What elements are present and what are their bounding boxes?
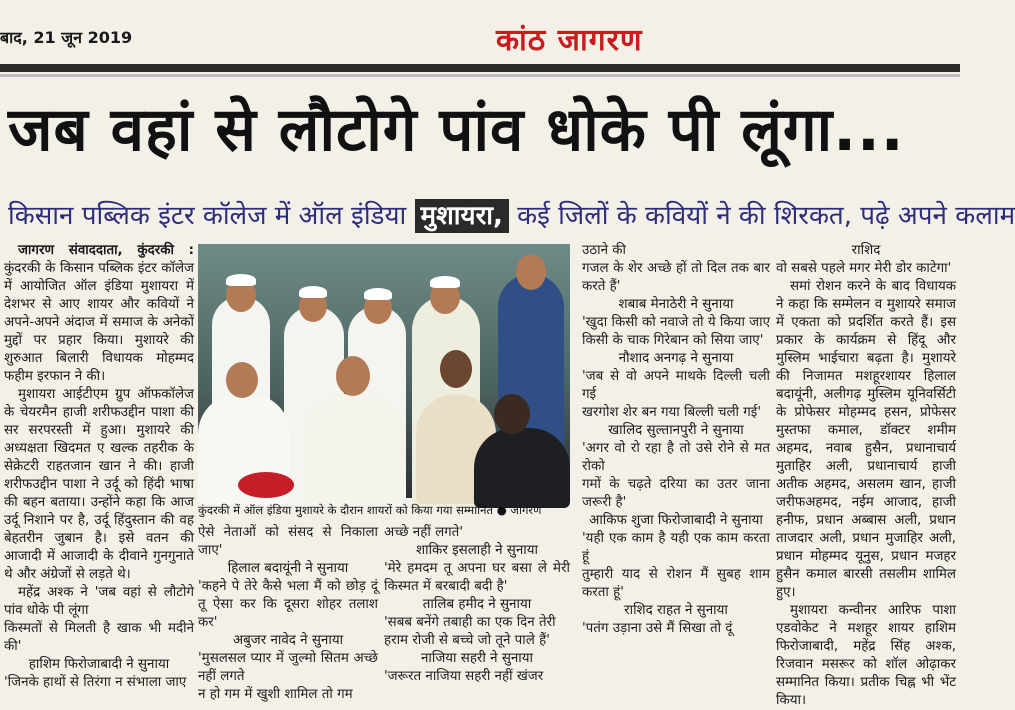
verse: तुम्हारी याद से रोशन मैं सुबह शाम करता हूं'	[582, 567, 770, 600]
person-cap	[430, 276, 460, 288]
subhead-highlight: मुशायरा,	[415, 199, 509, 233]
verse: न हो गम में खुशी शामिल तो गम	[198, 687, 353, 702]
subhead-before: किसान पब्लिक इंटर कॉलेज में ऑल इंडिया	[8, 201, 407, 231]
verse: 'अगर वो रो रहा है तो उसे रोने से मत रोको	[582, 441, 770, 474]
person-head	[336, 356, 370, 396]
poet-line: शबाब मेनाठेरी ने सुनाया	[618, 297, 734, 312]
verse: अच्छे नहीं लगते'	[384, 525, 463, 540]
verse: 'कहने पे तेरे कैसे भला मैं को छोड़ दूं तू ऐसा कर कि दूसरा शोहर तलाश कर'	[198, 579, 378, 630]
person-cap	[299, 286, 327, 298]
poet-line: खालिद सुल्तानपुरी ने सुनाया	[608, 423, 744, 438]
verse: किसी के चाक गिरेबान को सिया जाए'	[582, 333, 764, 348]
article-column-4	[776, 242, 956, 710]
intro-paragraph	[4, 242, 194, 386]
article-column-1	[4, 242, 194, 692]
headline: जब वहां से लौटोगे पांव धोके पी लूंगा...	[8, 95, 905, 165]
subheadline	[8, 196, 1015, 236]
person-head	[226, 362, 258, 398]
paragraph: महेंद्र अश्क ने 'जब वहां से लौटोगे पांव धोके पी लूंगा	[4, 585, 194, 618]
verse: 'मुसलसल प्यार में जुल्मो सितम अच्छे नहीं लगते	[198, 651, 378, 684]
person-cap	[226, 274, 256, 286]
header-rule	[0, 64, 960, 72]
article-column-2b	[384, 524, 570, 686]
intro-text: कुंदरकी के किसान पब्लिक इंटर कॉलेज में आयोजित ऑल इंडिया मुशायरा में देशभर से आए शायर और कवियों ने अपने-अपने अंदाज में समाज के अनेकों मुद्दों पर प्रहार किया। मुशायरे की शुरुआत बिलारी विधायक मोहम्मद फहीम इरफान ने की।	[4, 261, 194, 384]
poet-line: नौशाद अनगढ़ ने सुनाया	[618, 351, 734, 366]
verse: 'सबब बनेंगे तबाही का एक दिन तेरी	[384, 615, 556, 630]
poet-line: राशिद राहत ने सुनाया	[624, 603, 728, 618]
person-cap	[364, 288, 392, 300]
poet-line: आकिफ शुजा फिरोजाबादी ने सुनाया	[589, 513, 763, 528]
poet-line: हाशिम फिरोजाबादी ने सुनाया	[28, 657, 170, 672]
verse: 'मेरे हमदम तू अपना घर बसा ले मेरी किस्मत में बरबादी बदी है'	[384, 561, 570, 594]
byline: जागरण संवाददाता, कुंदरकी :	[18, 243, 194, 258]
paragraph: मुशायरा कन्वीनर आरिफ पाशा एडवोकेट ने मशहूर शायर हाशिम फिरोजाबादी, महेंद्र सिंह अश्क, रिजवान मसरूर को शॉल ओढ़ाकर सम्मानित किया। प्रतीक चिह्न भी भेंट किया।	[776, 603, 956, 708]
verse: 'पतंग उड़ाना उसे मैं सिखा तो दूं	[582, 621, 733, 636]
poet-line: राशिद	[851, 243, 881, 258]
verse: गजल के शेर अच्छे हों तो दिल तक बार करते हैं'	[582, 261, 770, 294]
verse: 'जिनके हाथों से तिरंगा न संभाला जाए	[4, 675, 187, 690]
subhead-after: कई जिलों के कवियों ने की शिरकत, पढ़े अपने कलाम	[517, 201, 1015, 231]
poet-line: अबुजर नावेद ने सुनाया	[232, 633, 344, 648]
masthead-logo: कांठ जागरण	[496, 23, 643, 58]
paragraph: मुशायरा आईटीएम ग्रुप ऑफकॉलेज के चेयरमैन हाजी शरीफउद्दीन पाशा की सर सरपरस्ती में हुआ। मुशायरे की अध्यक्षता खिदमत ए खल्क तहरीक के सेक्रेटरी राहतजान खान ने की। हाजी शरीफउद्दीन पाशा ने उर्दू को हिंदी भाषा की बहन बताया। उन्होंने कहा कि आज उर्दू निशाने पर है, उर्दू हिंदुस्तान की वह बेहतरीन जुबान है। इसे वतन की आजादी में आजादी के दीवाने गुनगुनाते थे और अंग्रेजों से लड़ते थे।	[4, 387, 194, 582]
verse: 'खुदा किसी को नवाजे तो ये किया जाए	[582, 315, 770, 330]
verse: गमों के चढ़ते दरिया का उतर जाना जरूरी है'	[582, 477, 770, 510]
person-figure	[302, 394, 406, 504]
verse: वो सबसे पहले मगर मेरी डोर काटेगा'	[776, 261, 952, 276]
verse: उठाने की	[582, 243, 627, 258]
flower-bouquet	[238, 472, 294, 498]
verse: 'जब से वो अपने माथके दिल्ली चली गई	[582, 369, 770, 402]
page-header	[0, 0, 960, 64]
photo-caption: कुंदरकी में ऑल इंडिया मुशायरे के दौरान शायरों को किया गया सम्मानित ● जागरण	[198, 503, 542, 517]
person-head	[440, 350, 472, 388]
verse: हराम रोजी से बच्चे जो तूने पाले हैं'	[384, 633, 550, 648]
person-head	[516, 254, 546, 290]
verse: ऐसे नेताओं को संसद से निकाला जाए'	[198, 525, 378, 558]
article-column-2a	[198, 524, 378, 704]
verse: किस्मतों से मिलती है खाक भी मदीने की'	[4, 621, 194, 654]
header-rule-thin	[0, 74, 960, 77]
verse: 'जरूरत नाजिया सहरी नहीं खंजर	[384, 669, 544, 684]
poet-line: शाकिर इसलाही ने सुनाया	[416, 543, 538, 558]
poet-line: हिलाल बदायूंनी ने सुनाया	[227, 561, 349, 576]
article-column-3	[582, 242, 770, 638]
person-figure	[474, 428, 570, 508]
paragraph: समां रोशन करने के बाद विधायक ने कहा कि सम्मेलन व मुशायरे समाज में एकता को प्रदर्शित करते हैं। इस प्रकार के कार्यक्रम से हिंदू और मुस्लिम भाईचारा बढ़ता है। मुशायरे की निजामत मशहूरशायर हिलाल बदायूंनी, अलीगढ़ मुस्लिम यूनिवर्सिटी के प्रोफेसर मोहम्मद हसन, प्रोफेसर मुस्तफा कमाल, डॉक्टर शमीम अहमद, नवाब हुसैन, प्रधानाचार्य मुताहिर अली, प्रधानाचार्य हाजी अतीक अहमद, असलम खान, हाजी जरीफअहमद, नईम आजाद, हाजी हनीफ, प्रधान अब्बास अली, प्रधान ताजदार अली, प्रधान मुजाहिर अली, प्रधान मोहम्मद यूनुस, प्रधान मजहर हुसैन कमाल बारसी तसलीम शामिल हुए।	[776, 279, 956, 600]
person-head	[494, 394, 530, 434]
dateline: बाद, 21 जून 2019	[0, 28, 133, 47]
poet-line: नाजिया सहरी ने सुनाया	[420, 651, 534, 666]
poet-line: तालिब हमीद ने सुनाया	[422, 597, 532, 612]
event-photo	[198, 244, 570, 498]
verse: 'यही एक काम है यही एक काम करता हूं	[582, 531, 770, 564]
verse: खरगोश शेर बन गया बिल्ली चली गई'	[582, 405, 762, 420]
